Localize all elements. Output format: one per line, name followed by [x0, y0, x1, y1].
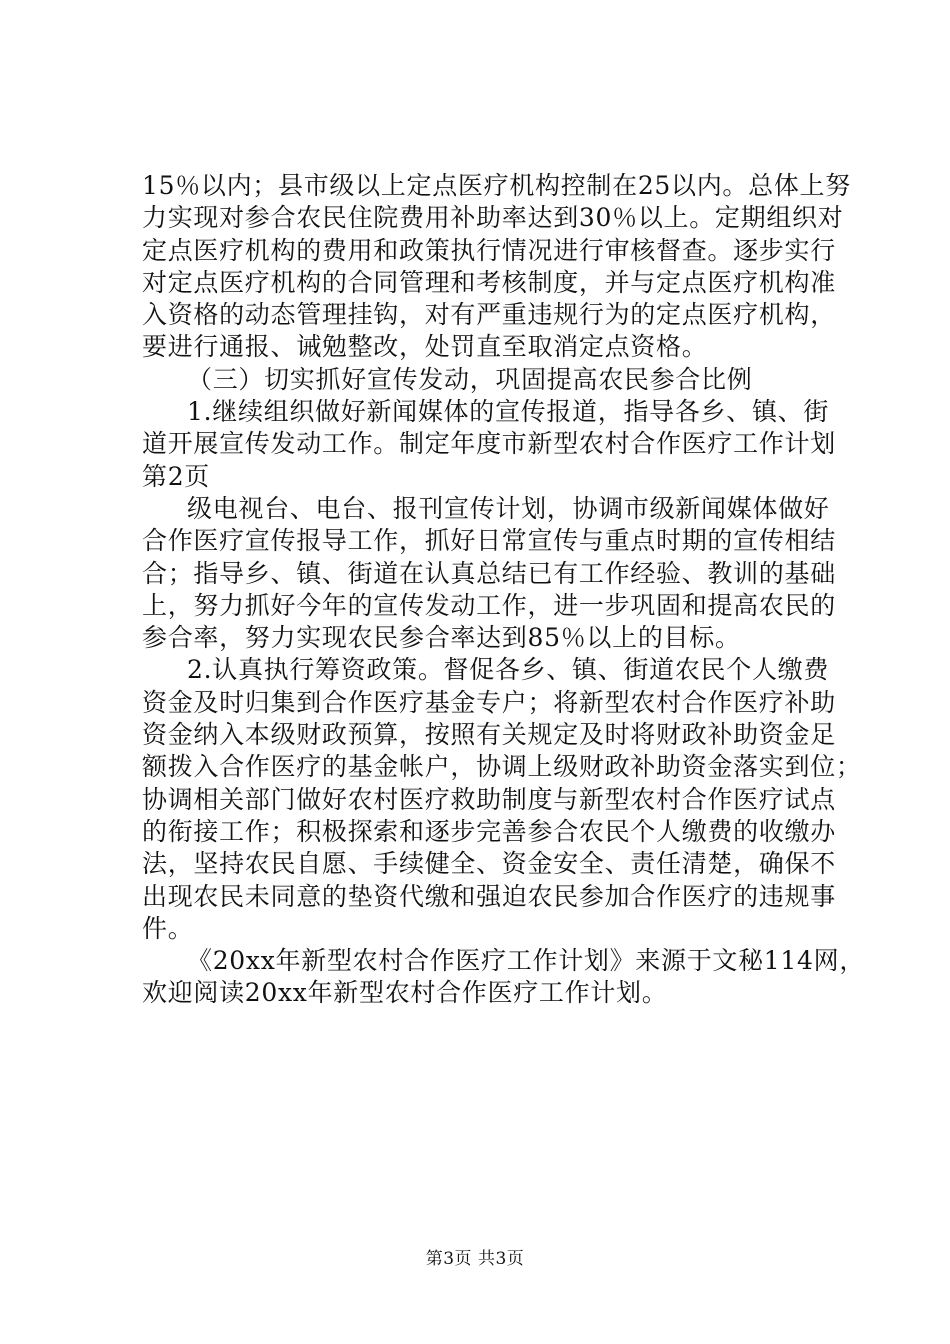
text-line: 道开展宣传发动工作。制定年度市新型农村合作医疗工作计划	[142, 429, 836, 459]
text-line: 协调相关部门做好农村医疗救助制度与新型农村合作医疗试点	[142, 784, 836, 814]
section-heading: （三）切实抓好宣传发动，巩固提高农民参合比例	[187, 364, 753, 394]
text-line: 《20xx年新型农村合作医疗工作计划》来源于文秘114网，	[187, 946, 866, 976]
text-line: 入资格的动态管理挂钩，对有严重违规行为的定点医疗机构，	[142, 300, 836, 330]
text-line: 级电视台、电台、报刊宣传计划，协调市级新闻媒体做好	[187, 493, 830, 523]
page-marker: 第2页	[142, 461, 211, 491]
text-line: 资金及时归集到合作医疗基金专户；将新型农村合作医疗补助	[142, 687, 836, 717]
text-line: 2.认真执行筹资政策。督促各乡、镇、街道农民个人缴费	[187, 655, 830, 685]
text-line: 资金纳入本级财政预算，按照有关规定及时将财政补助资金足	[142, 720, 836, 750]
text-line: 1.继续组织做好新闻媒体的宣传报道，指导各乡、镇、街	[187, 397, 830, 427]
document-body	[142, 170, 866, 1010]
text-line: 法，坚持农民自愿、手续健全、资金安全、责任清楚，确保不	[142, 849, 836, 879]
text-line: 的衔接工作；积极探索和逐步完善参合农民个人缴费的收缴办	[142, 816, 836, 846]
text-line: 参合率，努力实现农民参合率达到85％以上的目标。	[142, 623, 741, 653]
text-line: 对定点医疗机构的合同管理和考核制度，并与定点医疗机构准	[142, 267, 836, 297]
page-footer: 第3页 共3页	[425, 1249, 525, 1269]
text-line: 欢迎阅读20xx年新型农村合作医疗工作计划。	[142, 978, 668, 1008]
text-line: 力实现对参合农民住院费用补助率达到30％以上。定期组织对	[142, 203, 844, 233]
text-line: 定点医疗机构的费用和政策执行情况进行审核督查。逐步实行	[142, 235, 836, 265]
text-line: 15％以内；县市级以上定点医疗机构控制在25以内。总体上努	[142, 171, 851, 200]
text-line: 件。	[142, 913, 194, 943]
text-line: 出现农民未同意的垫资代缴和强迫农民参加合作医疗的违规事	[142, 881, 836, 911]
text-line: 合；指导乡、镇、街道在认真总结已有工作经验、教训的基础	[142, 558, 836, 588]
text-line: 上，努力抓好今年的宣传发动工作，进一步巩固和提高农民的	[142, 590, 836, 620]
text-line: 要进行通报、诫勉整改，处罚直至取消定点资格。	[142, 332, 708, 362]
text-line: 合作医疗宣传报导工作，抓好日常宣传与重点时期的宣传相结	[142, 526, 836, 556]
text-line: 额拨入合作医疗的基金帐户，协调上级财政补助资金落实到位；	[142, 752, 862, 782]
